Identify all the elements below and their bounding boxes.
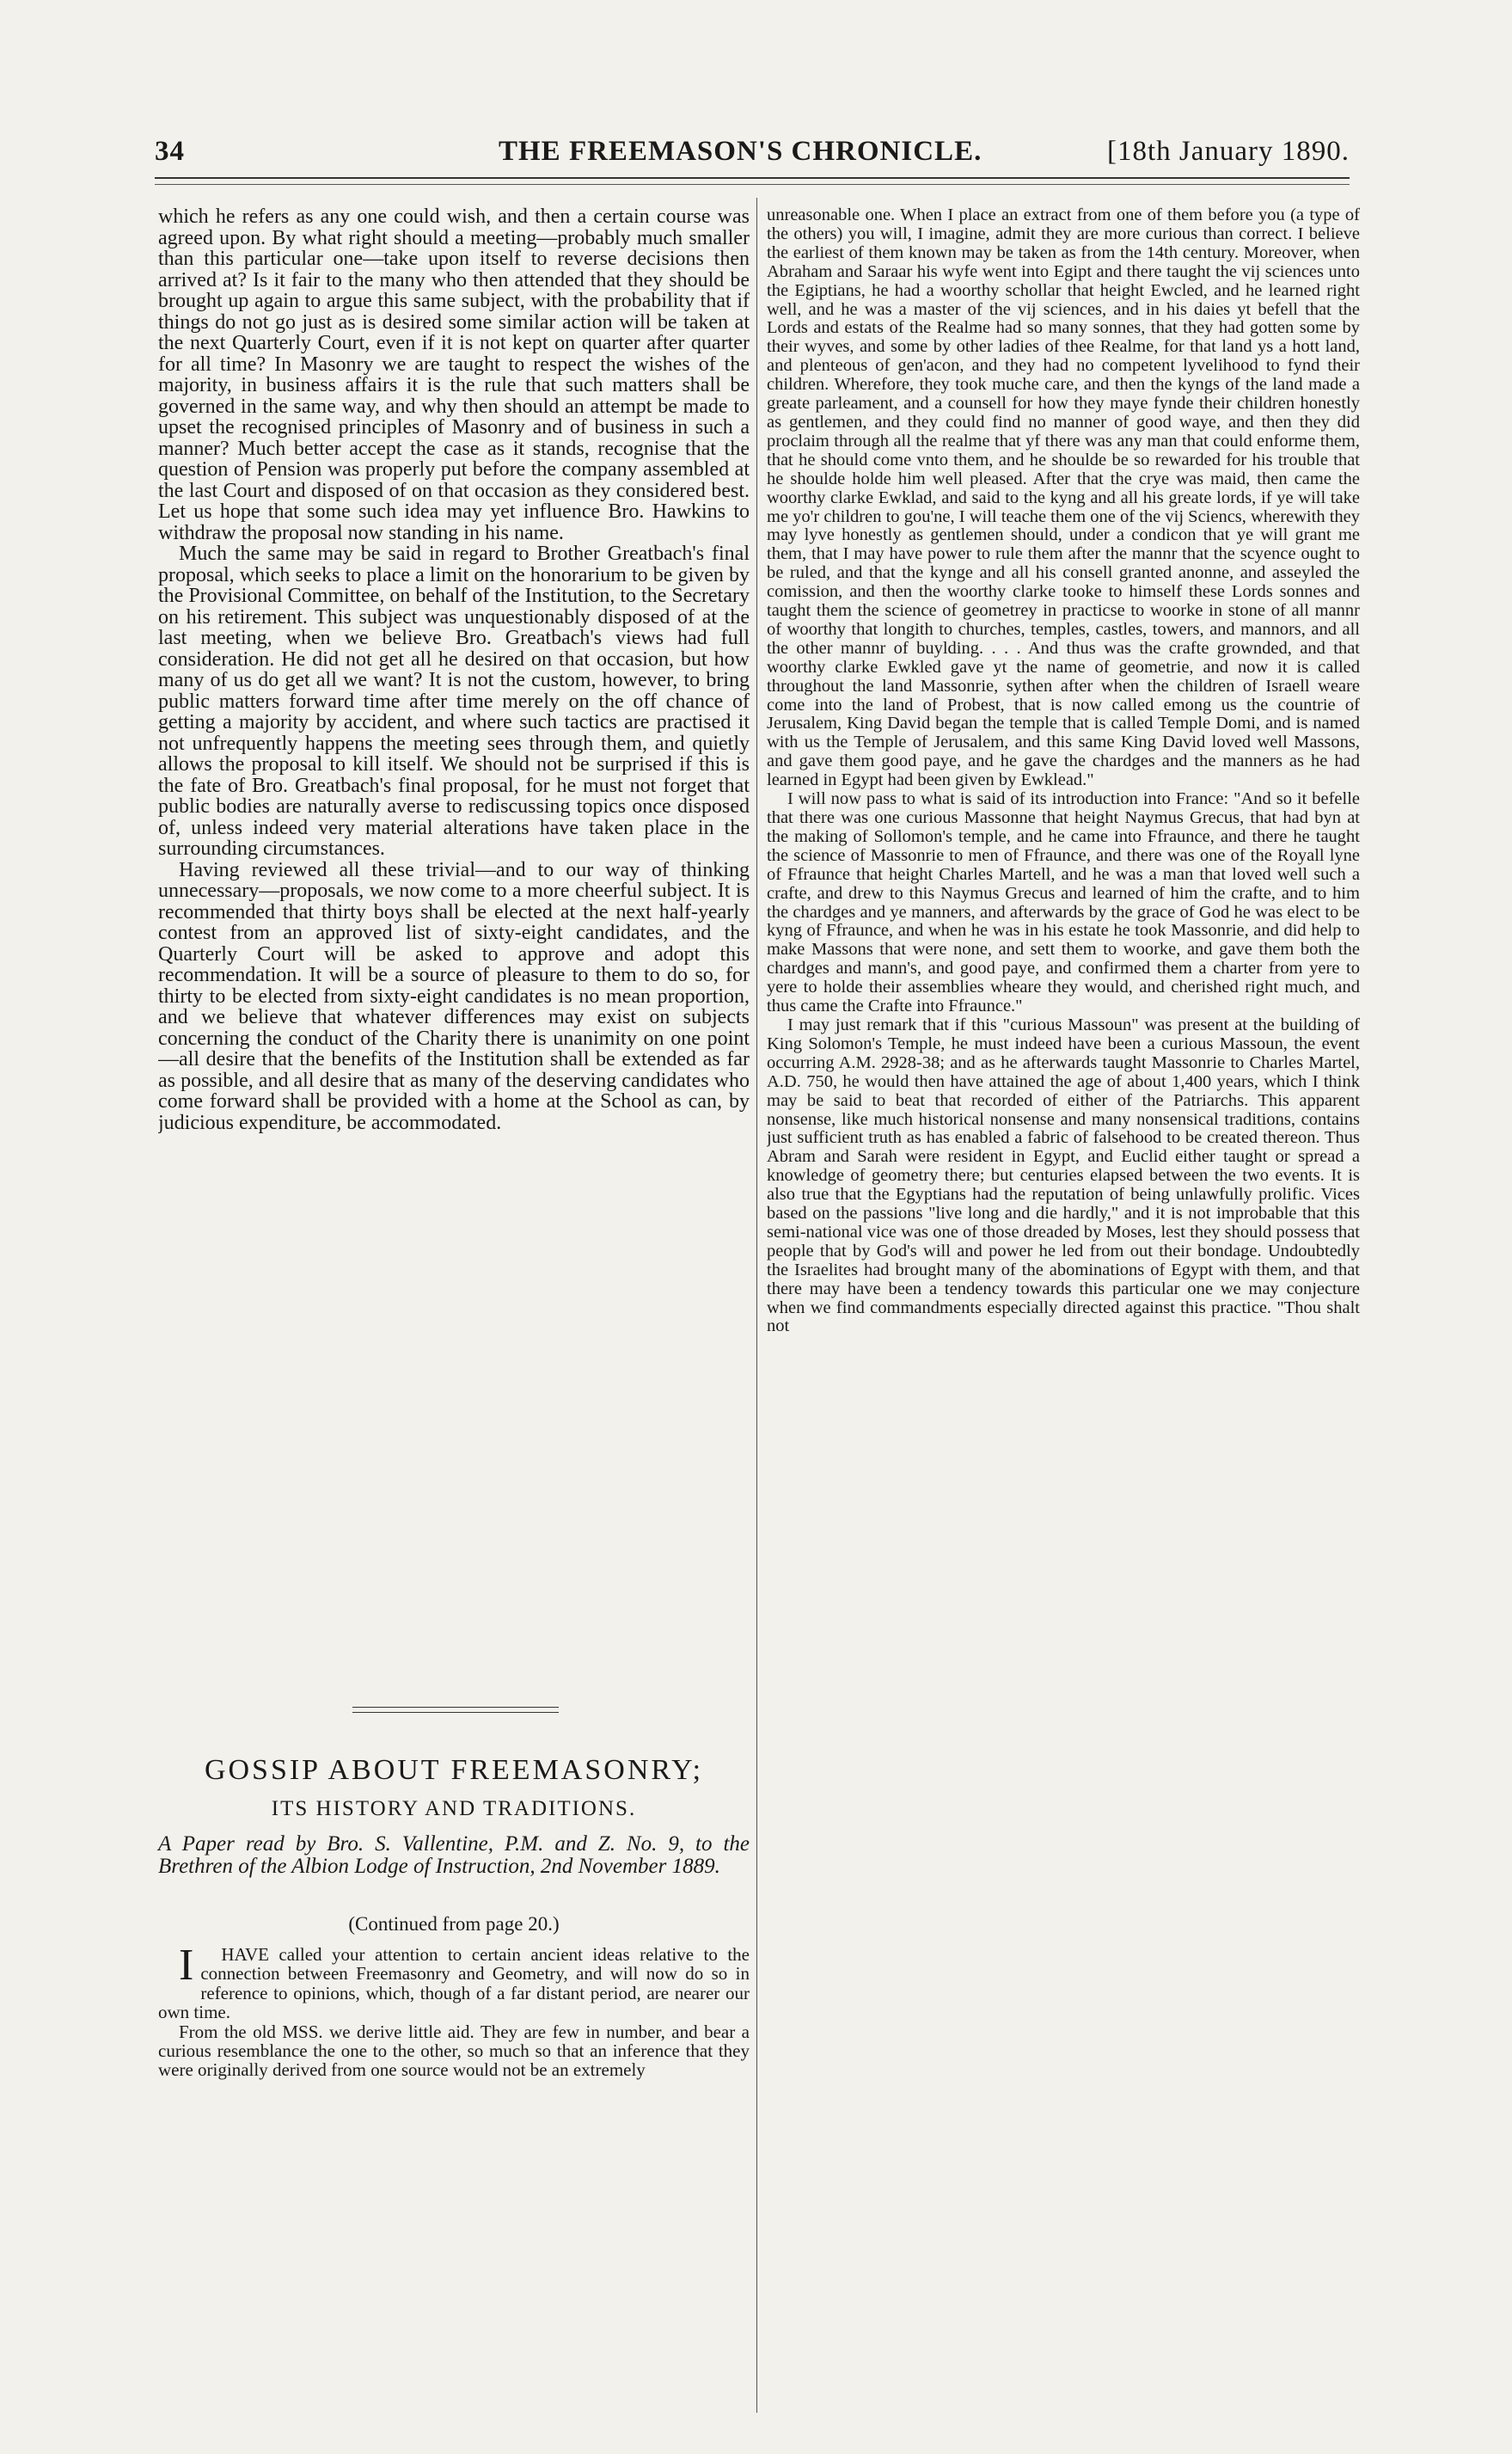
- page-number: 34: [155, 136, 185, 167]
- issue-date: [18th January 1890.: [1106, 136, 1350, 167]
- right-paragraph: I will now pass to what is said of its introduction into France: "And so it befelle that there was one curious Massonne that height Naymus Grecus, that had byn at the making of Sollomon's temple, and he came into Ffraunce, and there he taught the science of Massonrie to men of Ffraunce, and there was one of the Royall lyne of Ffraunce that height Charles Martell, and he was a man that loved well such a crafte, and drew to this Naymus Grecus and learned of him the crafte, and to him the chardges and ye manners, and afterwards by the grace of God he was elect to be kyng of Ffraunce, and when he was in his estate he took Massonrie, and did help to make Massons that were none, and sett them to woorke, and gave them both the chardges and mann's, and good paye, and confirmed them a charter from yere to yere to holde their assemblies wheare they would, and cherished right much, and thus came the Crafte into Ffraunce.": [767, 789, 1360, 1016]
- header-rule: [155, 177, 1350, 179]
- left-column: [158, 206, 750, 1737]
- article-paragraph: From the old MSS. we derive little aid. They are few in number, and bear a curious resemblance the one to the other, so much so that an inference that they were originally derived from one source would not be an extremely: [158, 2021, 750, 2081]
- article-subheading: ITS HISTORY AND TRADITIONS.: [271, 1797, 637, 1820]
- article-first-text: HAVE called your attention to certain ancient ideas relative to the connection between Freemasonry and Geometry, and will now do so in reference to opinions, which, though of a far distant period, are nearer our own time.: [158, 1945, 750, 2023]
- article-heading: GOSSIP ABOUT FREEMASONRY;: [204, 1754, 704, 1786]
- publication-title: THE FREEMASON'S CHRONICLE.: [499, 136, 982, 167]
- header-rule-thin: [155, 184, 1350, 185]
- left-paragraph: which he refers as any one could wish, and then a certain course was agreed upon. By what right should a meeting—probably much smaller than this particular one—take upon itself to reverse decisions then arrived at? Is it fair to the many who then attended that they should be brought up again to argue this same subject, with the probability that if things do not go just as is desired some similar action will be taken at the next Quarterly Court, even if it is not kept on quarter after quarter for all time? In Masonry we are taught to respect the wishes of the majority, in business affairs it is the rule that such matters shall be governed in the same way, and why then should an attempt be made to upset the recognised principles of Masonry and of business in such a manner? Much better accept the case as it stands, recognise that the question of Pension was properly put before the company assembled at the last Court and disposed of on that occasion as they considered best. Let us hope that some such idea may yet influence Bro. Hawkins to withdraw the proposal now standing in his name.: [158, 206, 750, 544]
- right-column: [767, 206, 1360, 2408]
- page-header: [155, 136, 1350, 179]
- right-paragraph: I may just remark that if this "curious Massoun" was present at the building of King Solomon's Temple, he must indeed have been a curious Massoun, the event occurring A.M. 2928-38; and as he afterwards taught Massonrie to Charles Martel, A.D. 750, he would then have attained the age of about 1,400 years, which I think may be said to beat that recorded of either of the Patriarchs. This apparent nonsense, like much historical nonsense and many nonsensical traditions, contains just sufficient truth as has enabled a fabric of falsehood to be created thereon. Thus Abram and Sarah were resident in Egypt, and Euclid either taught or spread a knowledge of geometry there; but centuries elapsed between the two events. It is also true that the Egyptians had the reputation of being unlawfully prolific. Vices based on the passions "live long and die hardly," and it is not improbable that this semi-national vice was one of those dreaded by Moses, lest they should possess that people that by God's will and power he led from out their bondage. Undoubtedly the Israelites had brought many of the abominations of Egypt with them, and that there may have been a tendency towards this particular one we may conjecture when we find commandments especially directed against this practice. "Thou shalt not: [767, 1015, 1360, 1336]
- left-paragraph: Having reviewed all these trivial—and to our way of thinking unnecessary—proposals, we now come to a more cheerful subject. It is recommended that thirty boys shall be elected at the next half-yearly contest from an approved list of sixty-eight candidates, and the Quarterly Court will be asked to approve and adopt this recommendation. It will be a source of pleasure to them to do so, for thirty to be elected from sixty-eight candidates is no mean proportion, and we believe that whatever differences may exist on subjects concerning the conduct of the Charity there is unanimity on one point—all desire that the benefits of the Institution shall be extended as far as possible, and all desire that as many of the deserving candidates who come forward shall be provided with a home at the School as can, by judicious expenditure, be accommodated.: [158, 858, 750, 1134]
- ornament-rule: [352, 1707, 559, 1708]
- left-paragraph: Much the same may be said in regard to Brother Greatbach's final proposal, which seeks to place a limit on the honorarium to be given by the Provisional Committee, on behalf of the Institution, to the Secretary on his retirement. This subject was unquestionably disposed of at the last meeting, when we believe Bro. Greatbach's views had full consideration. He did not get all he desired on that occasion, but how many of us do get all we want? It is not the custom, however, to bring public matters forward time after time merely on the off chance of getting a majority by accident, and where such tactics are practised it not unfrequently happens the meeting sees through them, and quietly allows the proposal to kill itself. We should not be surprised if this is the fate of Bro. Greatbach's final proposal, for he must not forget that public bodies are naturally averse to rediscussing topics once disposed of, unless indeed very material alterations have taken place in the surrounding circumstances.: [158, 543, 750, 860]
- article-paragraph: [158, 1945, 750, 2022]
- ornament-rule: [352, 1712, 559, 1713]
- continued-note: (Continued from page 20.): [348, 1913, 560, 1935]
- right-paragraph: unreasonable one. When I place an extract from one of them before you (a type of the others) you will, I imagine, admit they are more curious than correct. I believe the earliest of them known may be taken as from the 14th century. Moreover, when Abraham and Saraar his wyfe went into Egipt and there taught the vij sciences unto the Egiptians, he had a woorthy schollar that height Ewcled, and he learned right well, and he was a master of the vij sciences, and in his daies yt befell that the Lords and estats of the Realme had so many sonnes, that they had gotten some by their wyves, and some by other ladies of thee Realme, for that land ys a hott land, and plenteous of gen'acon, and they had no competent lyvelihood to fynd their children. Wherefore, they took muche care, and then the kyngs of the land made a greate parleament, and a counsell for how they maye fynde their children honestly as gentlemen, and they could find no manner of good waye, and then they did proclaim through all the realme that yf there was any man that could enforme them, that he should come vnto them, and he shoulde be so rewarded for his trouble that he shoulde holde him well pleased. After that the crye was maid, then came the woorthy clarke Ewklad, and said to the kyng and all his greate lords, if ye will take me yo'r children to gou'ne, I will teache them one of the vij Sciencs, wherewith they may lyve honestly as gentlemen should, under a condicon that ye will grant me them, that I may have power to rule them after the mannr that the scyence ought to be ruled, and that the kynge and all his consell granted anonne, and asseyled the comission, and then the woorthy clarke tooke to himself these Lords sonnes and taught them the science of geometrey in practicse to woorke in stone of all mannr of woorthy that longith to churches, temples, castles, towers, and mannors, and all the other mannr of buylding. . . . And thus was the crafte grownded, and that woorthy clarke Ewkled gave yt the name of geometrie, and now it is called throughout the land Massonrie, sythen after when the children of Israell weare come into the land of Probest, that is now called emong us the countrie of Jerusalem, King David began the temple that is called Temple Domi, and is named with us the Temple of Jerusalem, and this same King David loved well Massons, and gave them good paye, and he gave the chardges and the manners as he had learned in Egypt had been given by Ewklead.": [767, 206, 1360, 790]
- article-body: [158, 1945, 750, 2409]
- article-byline: A Paper read by Bro. S. Vallentine, P.M. and Z. No. 9, to the Brethren of the Albion Lodge of Instruction, 2nd November 1889.: [158, 1832, 750, 1878]
- drop-cap: I: [179, 1945, 194, 1990]
- column-divider: [756, 198, 757, 2413]
